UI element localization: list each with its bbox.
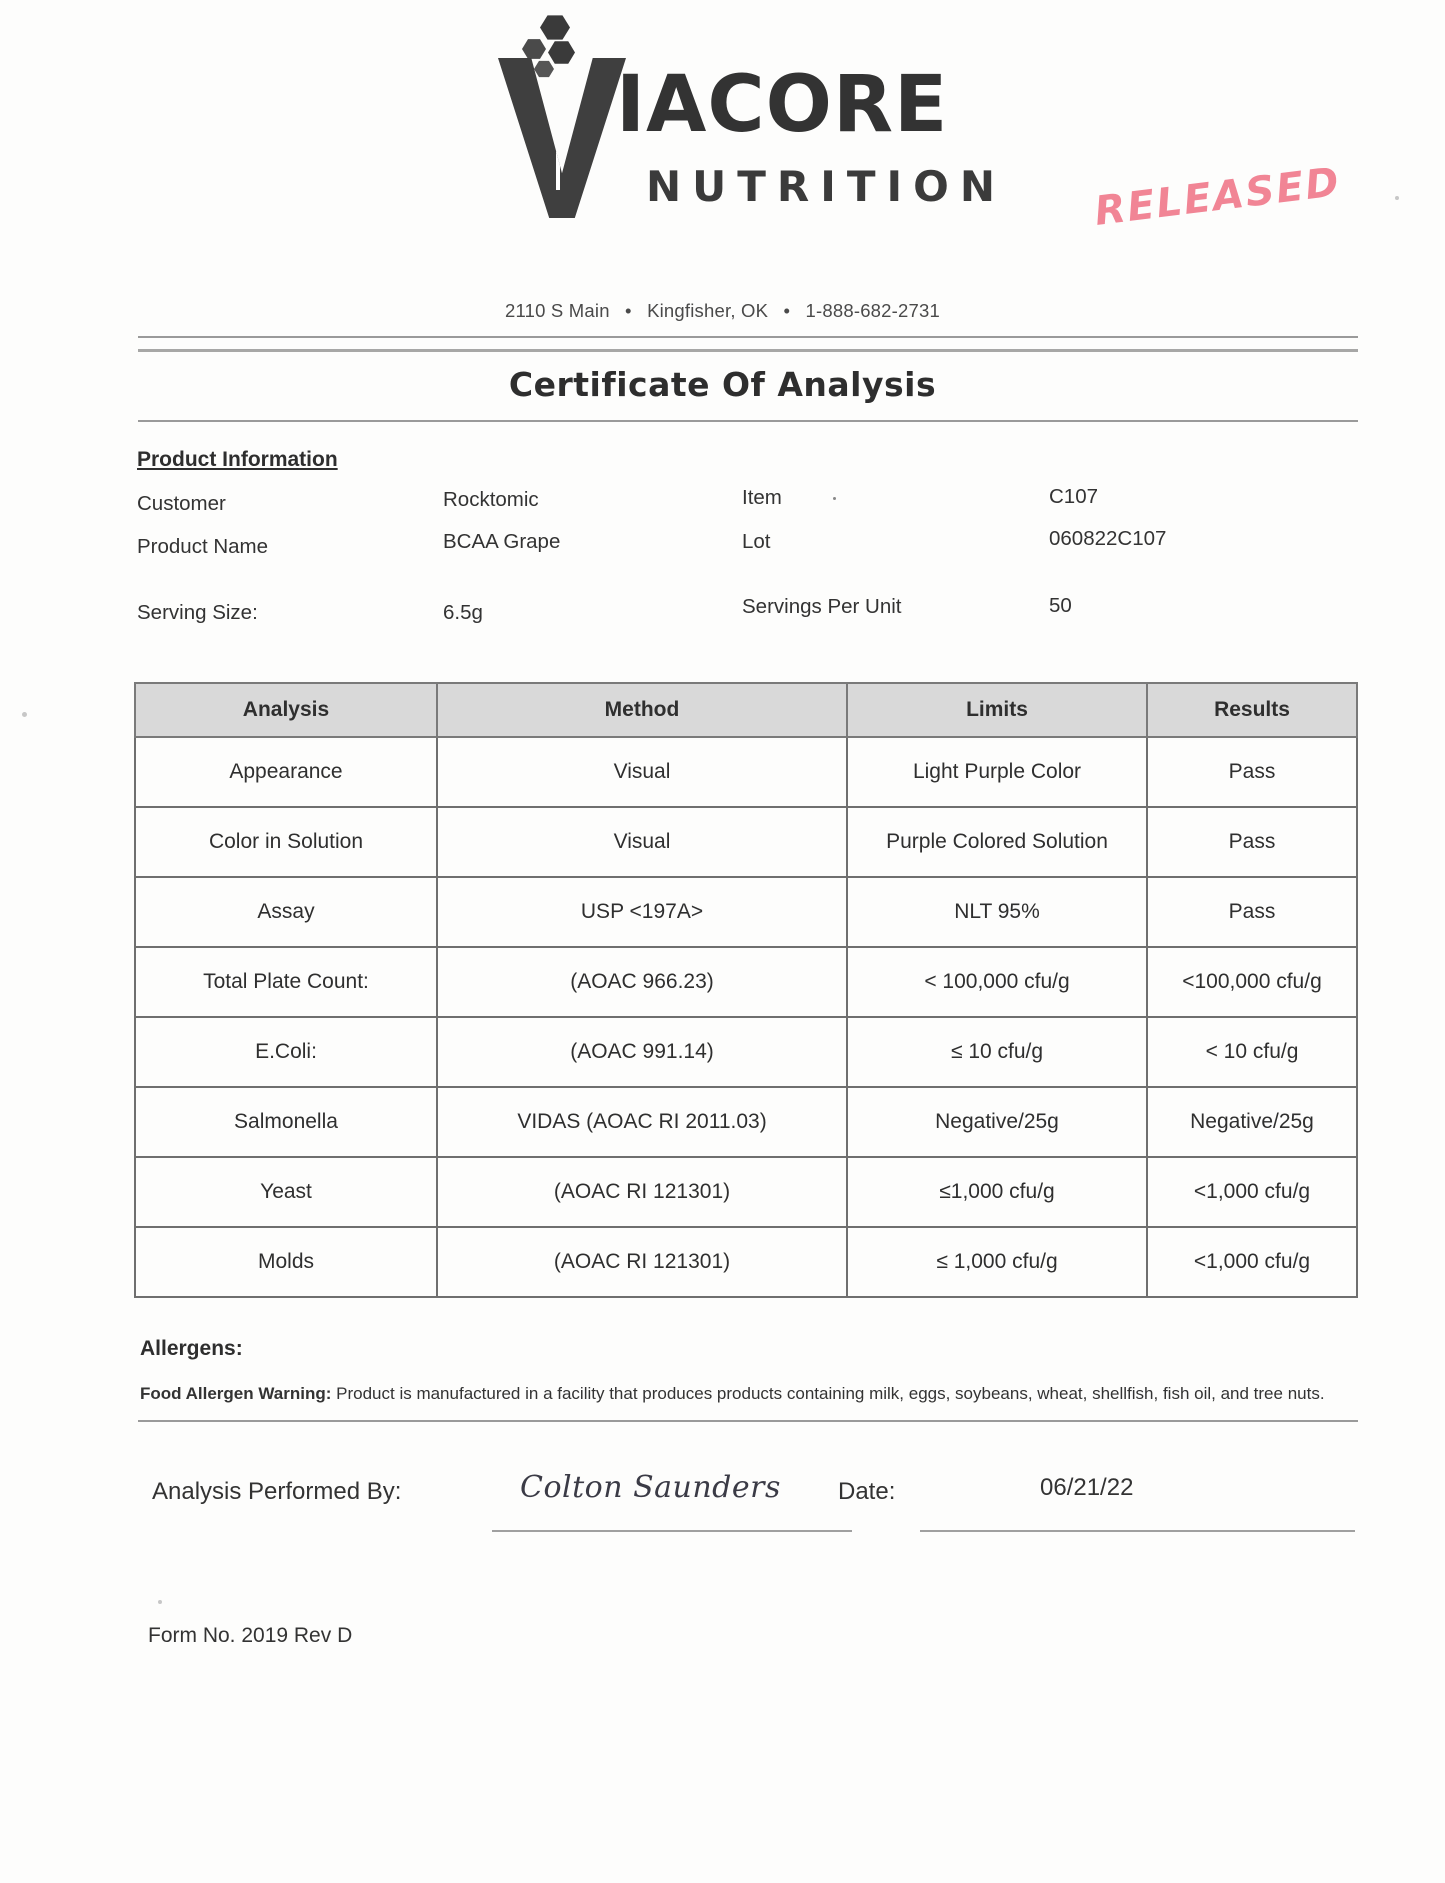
table-row	[135, 1017, 1357, 1087]
cell-results: <1,000 cfu/g	[1147, 1227, 1357, 1297]
divider-title-bottom	[138, 420, 1358, 422]
signature: Colton Saunders	[520, 1470, 781, 1505]
date-label: Date:	[838, 1478, 896, 1505]
allergen-warning	[140, 1382, 1355, 1407]
cell-limits: NLT 95%	[847, 877, 1147, 947]
customer-value: Rocktomic	[443, 488, 539, 511]
divider-top-2	[138, 349, 1358, 352]
cell-method: VIDAS (AOAC RI 2011.03)	[437, 1087, 847, 1157]
cell-limits: Negative/25g	[847, 1087, 1147, 1157]
document-header	[0, 6, 1445, 256]
cell-analysis: Appearance	[135, 737, 437, 807]
allergen-warning-label: Food Allergen Warning:	[140, 1384, 332, 1403]
cell-results: <100,000 cfu/g	[1147, 947, 1357, 1017]
brand-subtitle: NUTRITION	[646, 162, 1007, 211]
cell-analysis: Color in Solution	[135, 807, 437, 877]
brand-wordmark: IACORE	[616, 60, 949, 150]
column-header-results: Results	[1147, 683, 1357, 737]
cell-limits: < 100,000 cfu/g	[847, 947, 1147, 1017]
cell-analysis: Yeast	[135, 1157, 437, 1227]
address-phone: 1-888-682-2731	[805, 300, 940, 321]
date-line	[920, 1530, 1355, 1532]
page-title: Certificate Of Analysis	[508, 365, 937, 404]
address-street: 2110 S Main	[505, 300, 610, 321]
column-header-method: Method	[437, 683, 847, 737]
cell-method: (AOAC 966.23)	[437, 947, 847, 1017]
customer-label: Customer	[137, 492, 226, 515]
allergen-warning-text: Product is manufactured in a facility that produces products containing milk, eggs, soybeans, wheat, shellfish, fish oil, and tree nuts.	[331, 1384, 1325, 1403]
table-row	[135, 877, 1357, 947]
cell-method: (AOAC RI 121301)	[437, 1157, 847, 1227]
cell-method: (AOAC 991.14)	[437, 1017, 847, 1087]
cell-results: Pass	[1147, 877, 1357, 947]
cell-analysis: Total Plate Count:	[135, 947, 437, 1017]
item-value: C107	[1049, 485, 1099, 508]
v-mark-icon	[498, 58, 626, 218]
table-row	[135, 1227, 1357, 1297]
cell-results: Pass	[1147, 807, 1357, 877]
address-city: Kingfisher, OK	[647, 300, 769, 321]
cell-method: (AOAC RI 121301)	[437, 1227, 847, 1297]
form-number: Form No. 2019 Rev D	[148, 1624, 353, 1647]
cell-results: Negative/25g	[1147, 1087, 1357, 1157]
product-name-label: Product Name	[137, 535, 269, 558]
cell-results: < 10 cfu/g	[1147, 1017, 1357, 1087]
scan-speck	[158, 1600, 162, 1604]
scan-speck	[22, 712, 27, 717]
cell-method: USP <197A>	[437, 877, 847, 947]
cell-analysis: Salmonella	[135, 1087, 437, 1157]
serving-size-label: Serving Size:	[137, 601, 258, 624]
cell-limits: Light Purple Color	[847, 737, 1147, 807]
divider-top-1	[138, 336, 1358, 338]
cell-method: Visual	[437, 807, 847, 877]
address-separator-2: •	[783, 300, 791, 321]
table-header-row	[135, 683, 1357, 737]
allergens-heading: Allergens:	[140, 1337, 243, 1360]
analysis-table	[134, 682, 1358, 1298]
lot-value: 060822C107	[1049, 527, 1167, 550]
cell-limits: ≤ 10 cfu/g	[847, 1017, 1147, 1087]
cell-analysis: Molds	[135, 1227, 437, 1297]
cell-results: <1,000 cfu/g	[1147, 1157, 1357, 1227]
divider-allergens	[138, 1420, 1358, 1422]
address-separator-1: •	[625, 300, 632, 321]
cell-limits: ≤ 1,000 cfu/g	[847, 1227, 1147, 1297]
product-name-value: BCAA Grape	[443, 530, 561, 553]
signature-line	[492, 1530, 852, 1532]
date-value: 06/21/22	[1040, 1474, 1134, 1501]
table-row	[135, 1157, 1357, 1227]
table-row	[135, 947, 1357, 1017]
viacore-logo	[498, 14, 1007, 244]
cell-analysis: E.Coli:	[135, 1017, 437, 1087]
scan-speck	[1395, 196, 1399, 200]
analysis-performed-by-label: Analysis Performed By:	[152, 1478, 402, 1505]
cell-limits: Purple Colored Solution	[847, 807, 1147, 877]
table-row	[135, 1087, 1357, 1157]
serving-size-value: 6.5g	[443, 601, 483, 624]
cell-analysis: Assay	[135, 877, 437, 947]
item-label: Item	[742, 486, 782, 509]
table-row	[135, 737, 1357, 807]
lot-label: Lot	[742, 530, 771, 553]
released-stamp: RELEASED	[1092, 159, 1344, 235]
servings-per-unit-value: 50	[1049, 594, 1072, 617]
cell-method: Visual	[437, 737, 847, 807]
cell-limits: ≤1,000 cfu/g	[847, 1157, 1147, 1227]
product-information-heading: Product Information	[137, 448, 338, 471]
column-header-analysis: Analysis	[135, 683, 437, 737]
cell-results: Pass	[1147, 737, 1357, 807]
stray-mark	[833, 497, 836, 500]
table-row	[135, 807, 1357, 877]
company-address	[0, 300, 1445, 322]
servings-per-unit-label: Servings Per Unit	[742, 595, 902, 618]
column-header-limits: Limits	[847, 683, 1147, 737]
